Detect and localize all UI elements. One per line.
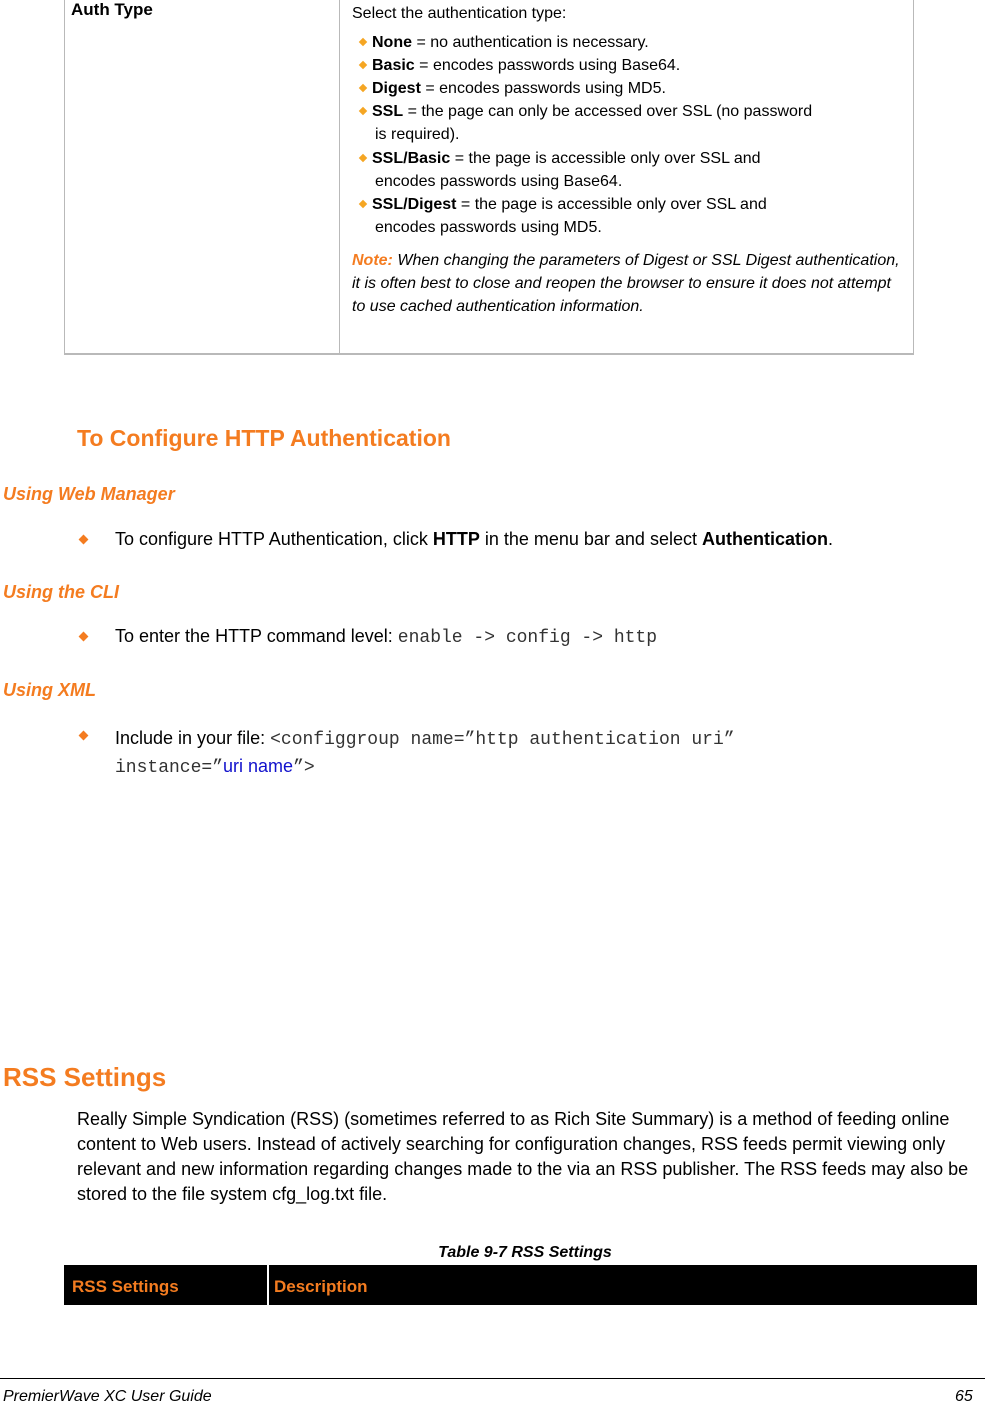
- xml-instruction: Include in your file: <configgroup name=”http authentication uri” instance=”uri name”>: [115, 728, 735, 778]
- bullet-icon: [359, 154, 367, 162]
- subhead-web-manager: Using Web Manager: [3, 484, 175, 504]
- subhead-cli: Using the CLI: [3, 582, 119, 602]
- rss-col-description: Description: [274, 1277, 368, 1296]
- auth-type-intro: Select the authentication type:: [352, 5, 567, 22]
- rss-heading: RSS Settings: [3, 1062, 167, 1092]
- auth-option-basic: Basic = encodes passwords using Base64.: [358, 54, 680, 77]
- web-manager-instruction: To configure HTTP Authentication, click HTTP in the menu bar and select Authentication.: [115, 529, 833, 549]
- table-column-divider: [267, 1265, 269, 1305]
- auth-option-ssl-digest: SSL/Digest = the page is accessible only over SSL and encodes passwords using MD5.: [358, 193, 767, 239]
- bullet-icon: [359, 61, 367, 69]
- rss-paragraph: Really Simple Syndication (RSS) (sometimes referred to as Rich Site Summary) is a method of feeding online content to Web users. Instead of actively searching for configuration changes, RSS feeds permit viewing only relevant and new information regarding changes made to the via an RSS publisher. The RSS feeds may also be stored to the file system cfg_log.txt file.: [77, 1109, 969, 1204]
- auth-type-label: Auth Type: [71, 0, 153, 19]
- auth-option-digest: Digest = encodes passwords using MD5.: [358, 77, 666, 100]
- xml-variable: uri name: [223, 756, 294, 776]
- cli-instruction: To enter the HTTP command level: enable -> config -> http: [115, 626, 658, 648]
- footer-title: PremierWave XC User Guide: [3, 1388, 212, 1405]
- bullet-icon: [359, 200, 367, 208]
- table-caption: Table 9-7 RSS Settings: [438, 1244, 612, 1261]
- xml-code: <configgroup name=”http authentication uri”: [270, 730, 735, 750]
- auth-option-ssl: SSL = the page can only be accessed over SSL (no password is required).: [358, 100, 812, 146]
- bullet-icon: [359, 84, 367, 92]
- table-column-divider: [339, 0, 340, 353]
- footer-rule: [0, 1378, 985, 1379]
- bullet-icon: [359, 38, 367, 46]
- bullet-icon: [359, 107, 367, 115]
- bullet-icon: [79, 535, 89, 545]
- bullet-icon: [79, 731, 89, 741]
- rss-table-header: [64, 1265, 977, 1305]
- section-heading: To Configure HTTP Authentication: [77, 425, 451, 451]
- bullet-icon: [79, 632, 89, 642]
- rss-col-settings: RSS Settings: [72, 1277, 179, 1296]
- auth-note: Note: When changing the parameters of Digest or SSL Digest authentication, it is often best to close and reopen the browser to ensure it does not attempt to use cached authentication information.: [352, 252, 900, 315]
- page-number: 65: [955, 1388, 973, 1405]
- auth-option-ssl-basic: SSL/Basic = the page is accessible only over SSL and encodes passwords using Base64.: [358, 147, 761, 193]
- auth-option-none: None = no authentication is necessary.: [358, 31, 649, 54]
- subhead-xml: Using XML: [3, 680, 96, 700]
- cli-command: enable -> config -> http: [397, 628, 658, 648]
